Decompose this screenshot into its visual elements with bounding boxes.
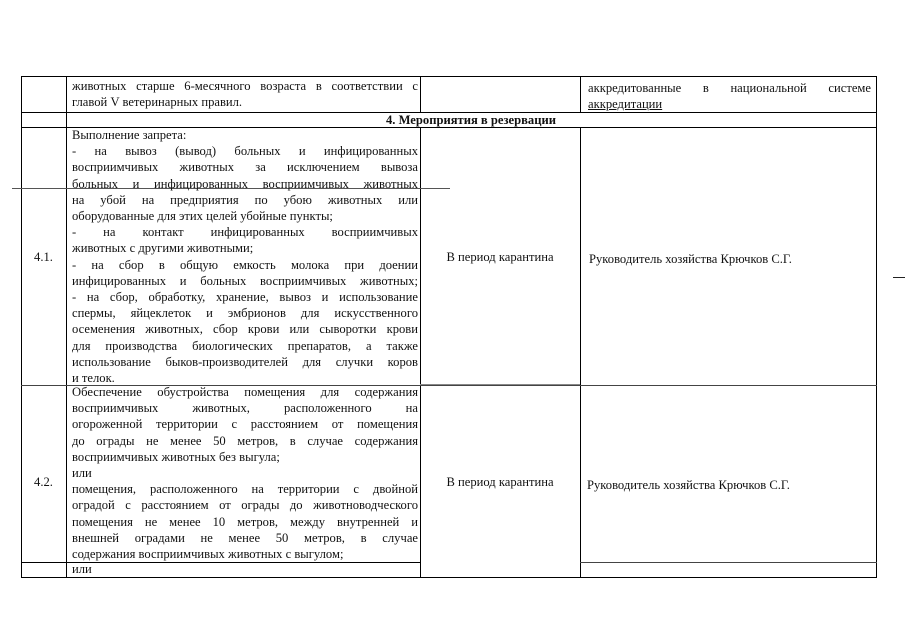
row1-measure-text [72,127,418,386]
text-line: содержания восприимчивых животных с выгулом; [72,547,344,562]
column-divider-measure [420,128,421,578]
row2-measure-text [72,384,418,562]
text-line: Обеспечение обустройства помещения для содержания [72,385,418,399]
text-line: огороженной территории с расстоянием от помещения [72,417,418,432]
text-line: животных с другими животными; [72,241,254,256]
row-number: 4.1. [34,250,53,264]
text-line: использование быков-производителей для случки коров [72,354,418,369]
text-line: и телок. [72,371,115,386]
column-divider-number [66,76,67,578]
row1-executor: Руководитель хозяйства Крючков С.Г. [589,252,792,266]
text-line: осеменения животных, сбор крови или сыворотки крови [72,322,418,337]
section-title: 4. Мероприятия в резервации [385,113,556,127]
column-divider-measure [420,76,421,113]
text-line: - на сбор, обработку, хранение, вывоз и использование [72,290,418,305]
text-line: для производства биологических препаратов, а также [72,338,418,353]
text-line: больных и инфицированных восприимчивых животных [72,176,418,191]
text-line: помещения, расположенного на территории с двойной [72,482,418,497]
text-line: восприимчивых животных за исключением вывоза [72,160,418,175]
table-border-left [21,76,22,578]
table-border-right [876,76,877,578]
text-line: помещения не менее 10 метров, между внутренней и [72,514,418,529]
text-line: спермы, яйцеклеток и эмбрионов для искусственного [72,306,418,321]
text-line: восприимчивых животных, расположенного на [72,401,418,416]
text-line: аккредитованные в национальной системе [588,81,871,95]
text-line: - на вывоз (вывод) больных и инфицированных [72,144,418,159]
text-line: восприимчивых животных без выгула; [72,449,280,464]
row-divider [580,562,877,563]
table-border-top [21,76,877,77]
text-line: - на контакт инфицированных восприимчивых [72,225,418,240]
text-line: внешней оградами не менее 50 метров, в случае [72,530,418,545]
column-divider-period [580,128,581,578]
row2-executor: Руководитель хозяйства Крючков С.Г. [587,478,790,492]
row0-measure-text [72,78,418,110]
text-line: аккредитации [588,97,663,112]
row1-period: В период карантина [446,250,554,264]
scan-artifact-line [420,384,580,385]
text-line: до ограды не менее 50 метров, в случае содержания [72,433,418,448]
text-line: главой V ветеринарных правил. [72,95,243,110]
text-line: оборудованные для этих целей убойные пункты; [72,209,333,224]
text-line: инфицированных и больных восприимчивых животных; [72,273,418,288]
text-line: на убой на предприятия по убою животных или [72,192,418,207]
text-line: или [72,466,92,481]
scan-artifact-line [893,277,905,278]
text-line: или [72,562,92,576]
text-line: Выполнение запрета: [72,128,187,142]
column-divider-period [580,76,581,113]
row-number: 4.2. [34,475,53,489]
text-line: - на сбор в общую емкость молока при доении [72,257,418,272]
text-line: животных старше 6-месячного возраста в соответствии с [72,79,418,93]
row2-period: В период карантина [446,475,554,489]
row0-executor-text [588,80,871,112]
row3-measure-text [72,561,418,577]
text-line: оградой с расстоянием от ограды до животноводческого [72,498,418,513]
